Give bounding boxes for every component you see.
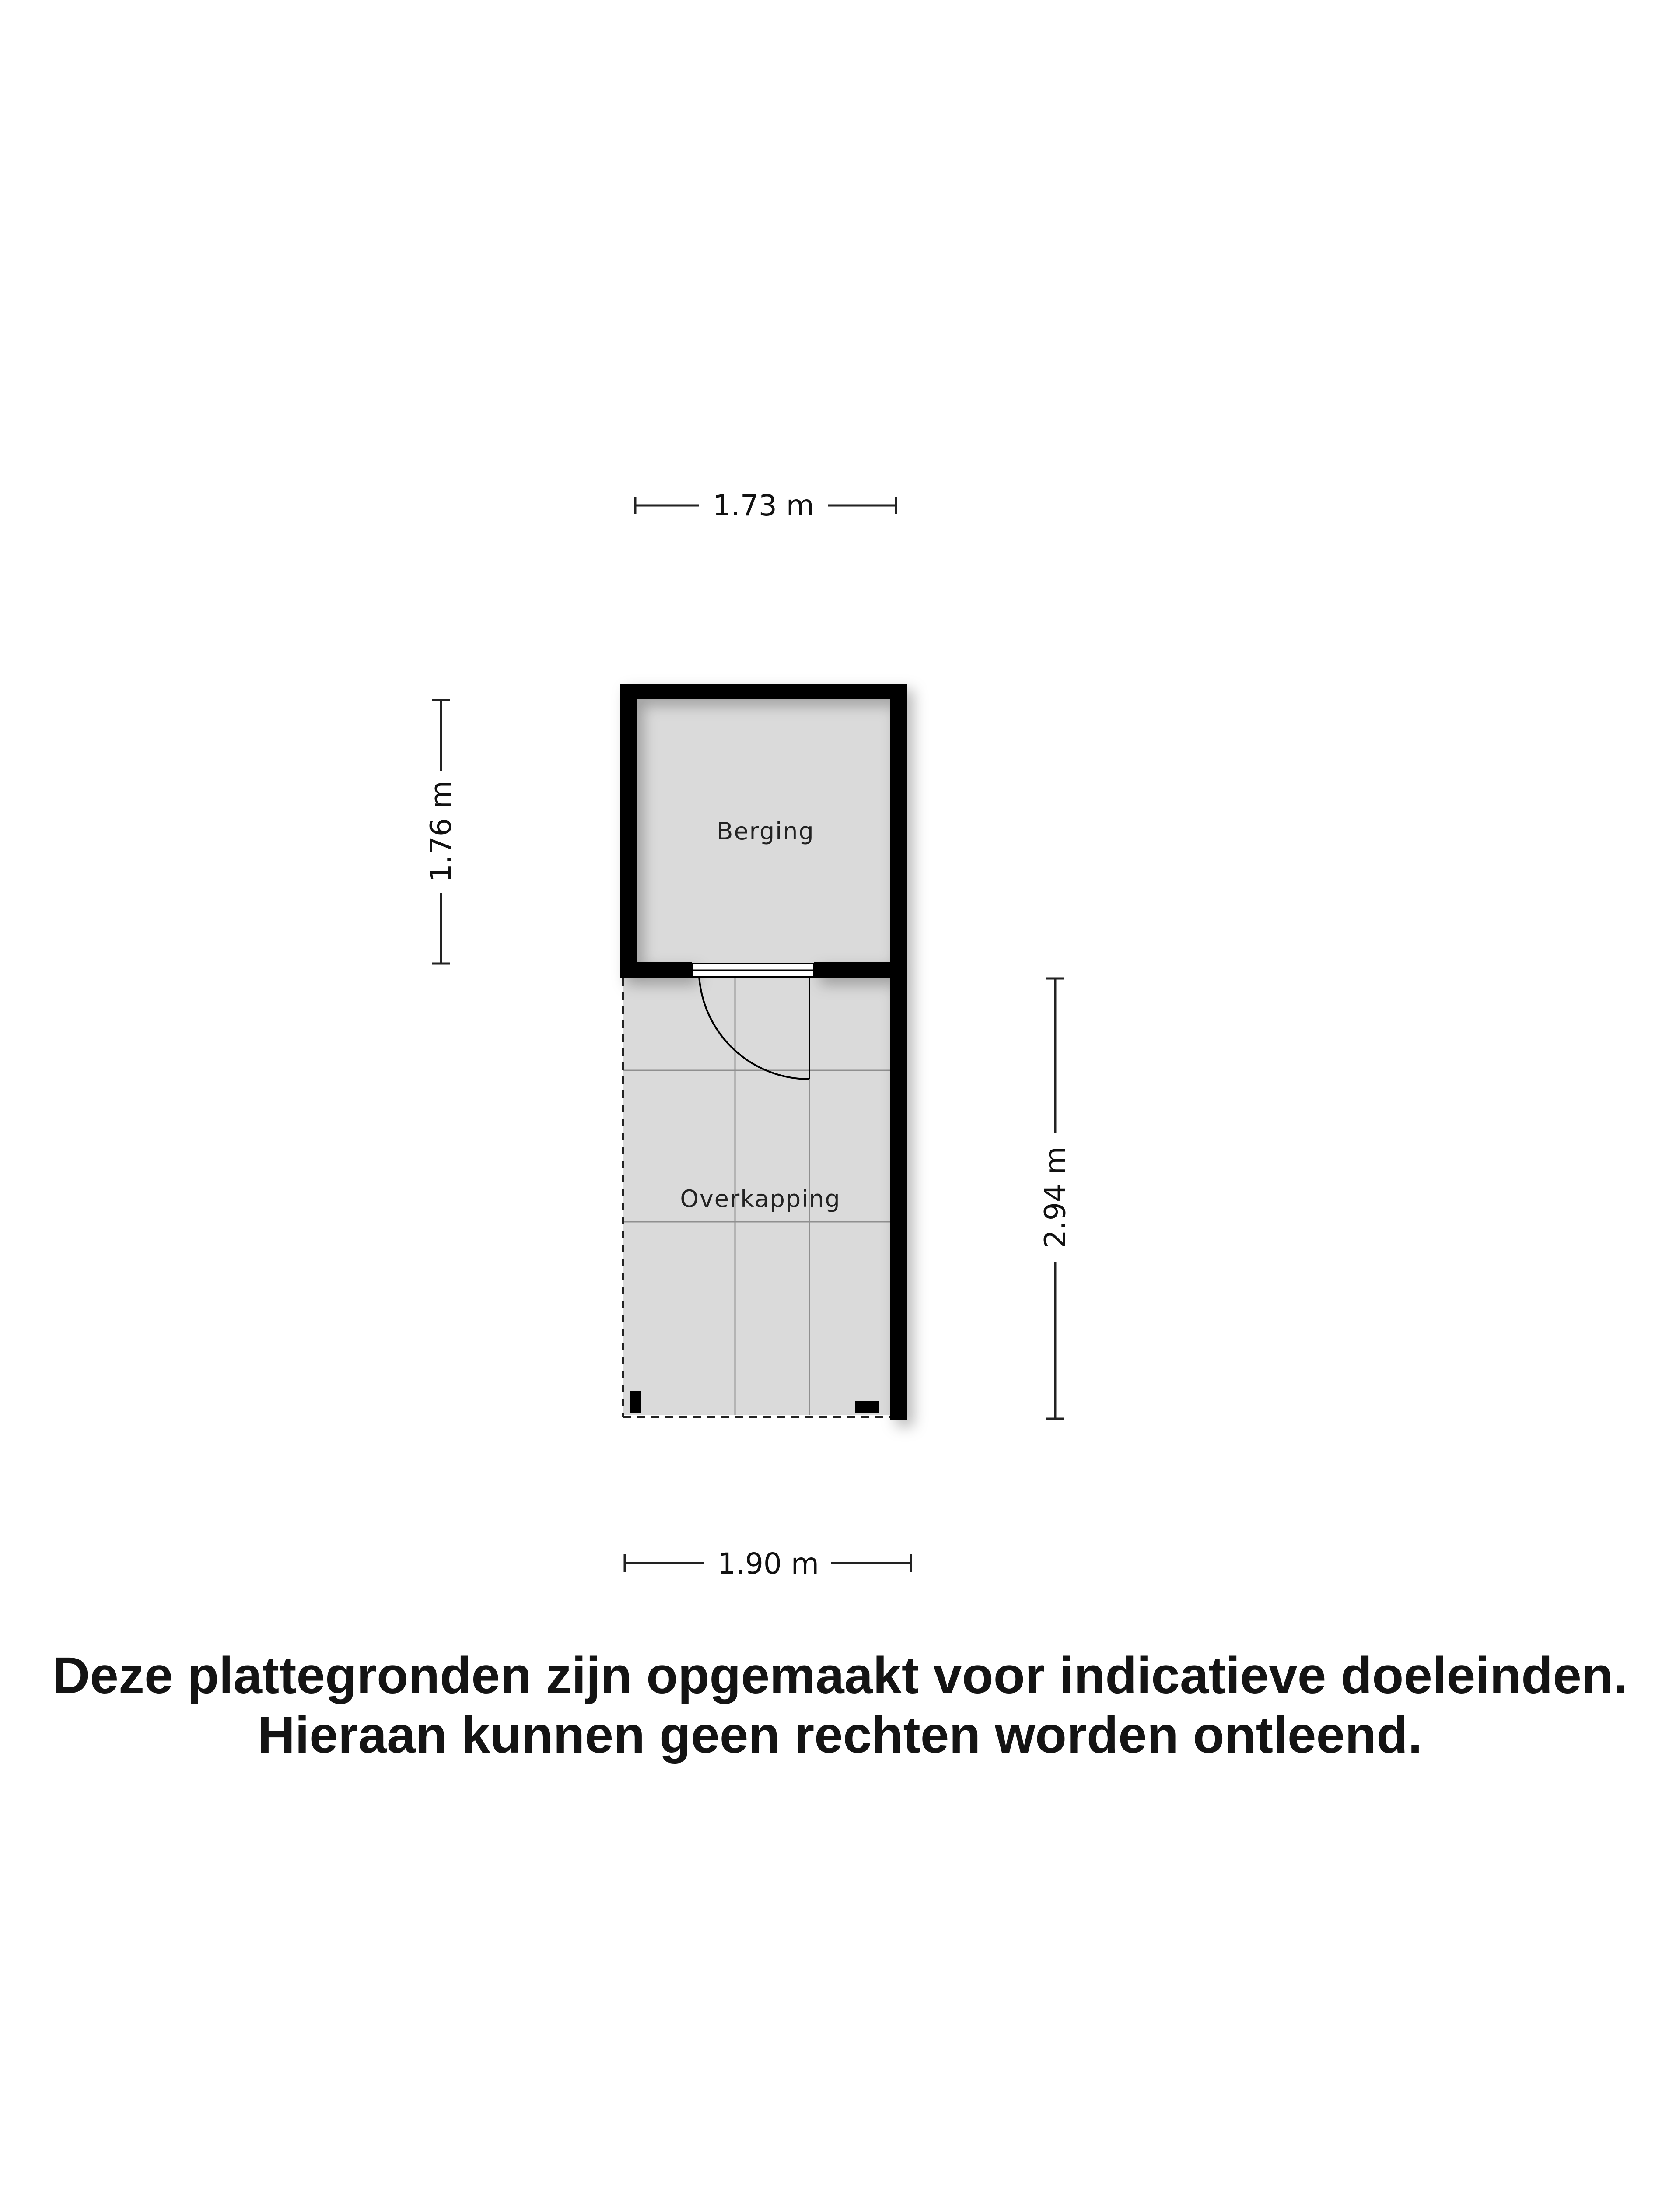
dimension-left-label: 1.76 m — [424, 780, 458, 883]
dimension-bottom-label: 1.90 m — [717, 1547, 819, 1581]
disclaimer-line-1: Deze plattegronden zijn opgemaakt voor indicatieve doeleinden. — [52, 1647, 1628, 1704]
dimension-right-label: 2.94 m — [1038, 1146, 1072, 1248]
room-label-berging: Berging — [717, 817, 815, 845]
post-right — [855, 1401, 879, 1413]
room-label-overkapping: Overkapping — [680, 1185, 841, 1213]
post-left — [630, 1391, 641, 1413]
dimension-top-label: 1.73 m — [712, 489, 815, 522]
floor-areas — [620, 684, 906, 1415]
disclaimer-line-2: Hieraan kunnen geen rechten worden ontleend. — [257, 1706, 1423, 1764]
